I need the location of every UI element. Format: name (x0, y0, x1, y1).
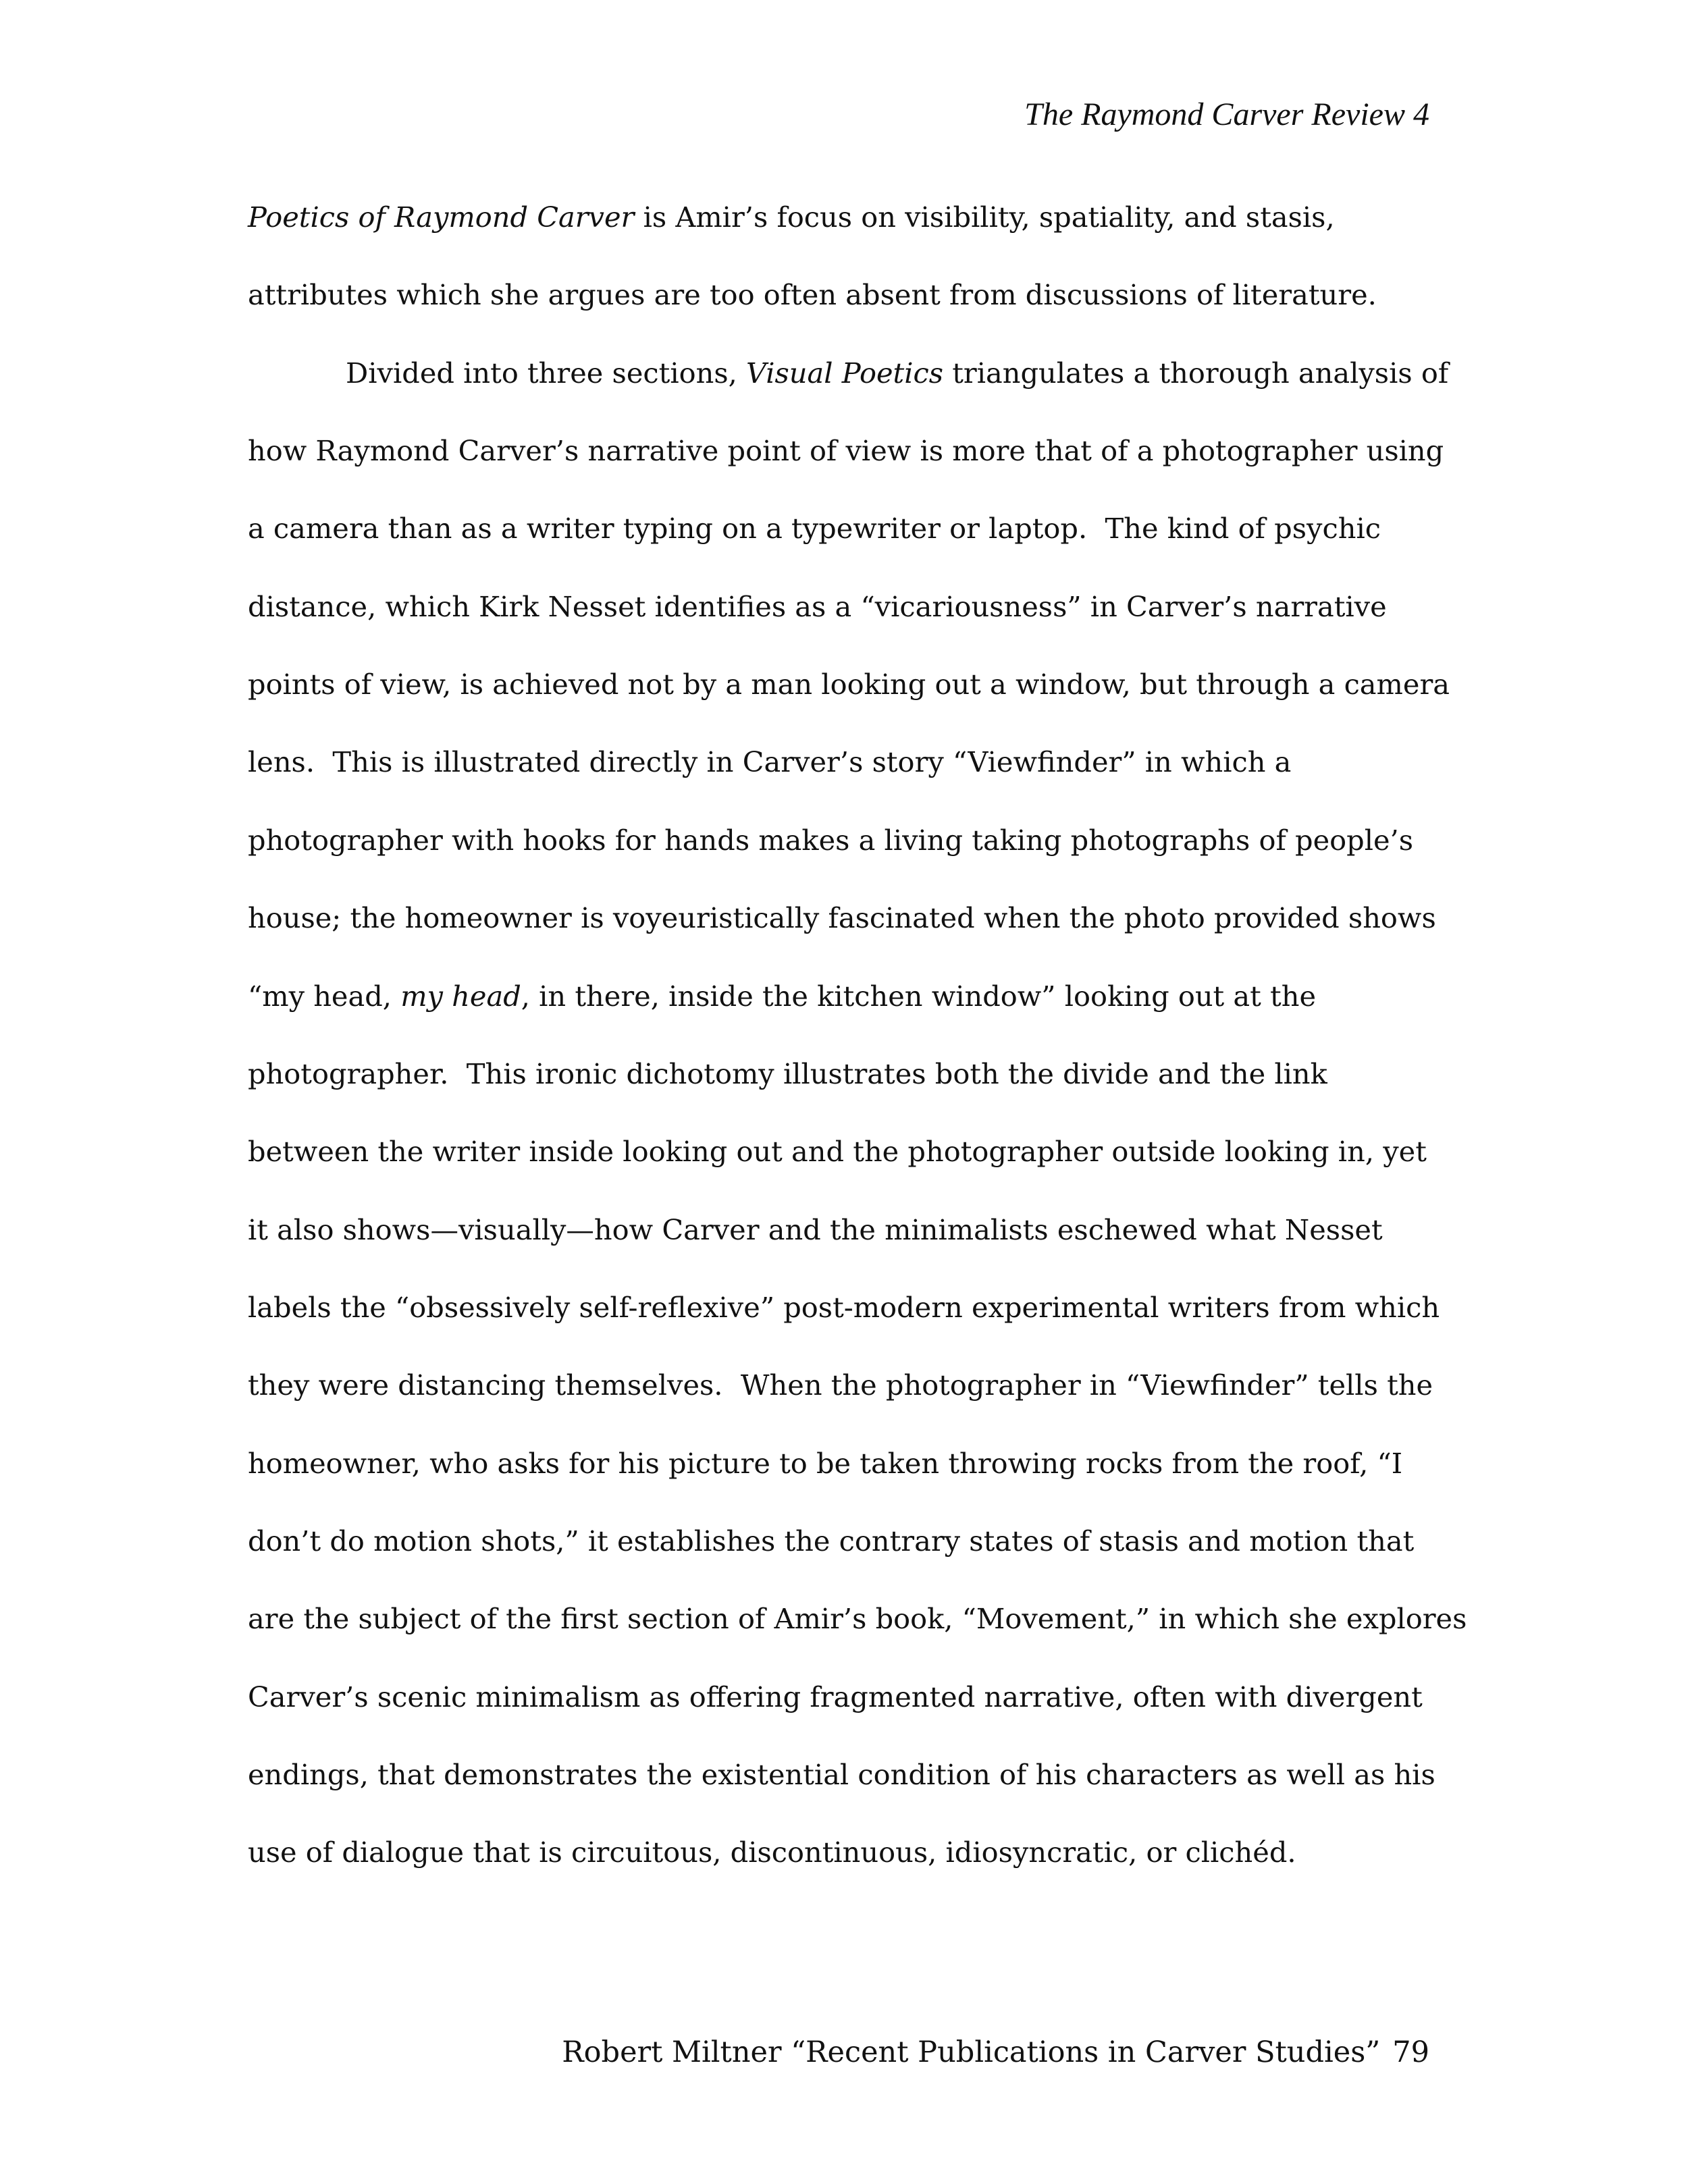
text-segment: distance, which Kirk Nesset identifies as a “vicariousness” in Carver’s narrative (248, 590, 1387, 623)
text-segment: endings, that demonstrates the existential condition of his characters as well as his (248, 1758, 1435, 1791)
text-segment: a camera than as a writer typing on a typewriter or laptop. The kind of psychic (248, 512, 1381, 545)
text-segment: homeowner, who asks for his picture to be taken throwing rocks from the roof, “I (248, 1447, 1403, 1480)
text-line (248, 1599, 1467, 1639)
text-line (248, 508, 1381, 549)
text-segment: “my head, (248, 980, 401, 1013)
text-line (248, 1677, 1423, 1717)
text-segment: photographer with hooks for hands makes a living taking photographs of people’s (248, 824, 1414, 857)
text-line (248, 1131, 1427, 1172)
text-line (248, 1054, 1327, 1094)
text-line (248, 1521, 1414, 1562)
text-line (248, 1443, 1402, 1484)
italic-text: Visual Poetics (746, 356, 944, 390)
footer-citation: Robert Miltner “Recent Publications in Carver Studies” (562, 2035, 1381, 2069)
text-line (248, 587, 1387, 627)
text-line (248, 275, 1377, 315)
italic-text: Poetics of Raymond Carver (248, 201, 635, 234)
text-segment: don’t do motion shots,” it establishes the contrary states of stasis and motion that (248, 1524, 1415, 1557)
text-line (248, 820, 1413, 861)
text-line (248, 898, 1436, 938)
text-line (248, 197, 1335, 238)
text-segment: they were distancing themselves. When the photographer in “Viewfinder” tells the (248, 1368, 1433, 1402)
text-line (248, 1832, 1296, 1873)
text-line (248, 664, 1450, 705)
text-segment: how Raymond Carver’s narrative point of view is more that of a photographer using (248, 434, 1444, 467)
text-segment: points of view, is achieved not by a man looking out a window, but through a camera (248, 668, 1450, 701)
text-segment: Carver’s scenic minimalism as offering fragmented narrative, often with divergent (248, 1680, 1423, 1713)
text-line (346, 353, 1448, 394)
text-segment: , in there, inside the kitchen window” looking out at the (521, 980, 1316, 1013)
page-footer (562, 2032, 1429, 2073)
text-segment: lens. This is illustrated directly in Carver’s story “Viewfinder” in which a (248, 745, 1292, 778)
text-line (248, 1287, 1440, 1328)
text-segment: is Amir’s focus on visibility, spatiality, and stasis, (634, 201, 1335, 234)
text-segment: it also shows—visually—how Carver and the minimalists eschewed what Nesset (248, 1213, 1383, 1246)
text-segment: triangulates a thorough analysis of (943, 356, 1449, 390)
text-segment: labels the “obsessively self-reflexive” post-modern experimental writers from which (248, 1291, 1440, 1324)
text-line (248, 1365, 1433, 1406)
italic-text: my head (400, 980, 521, 1013)
text-line (248, 1755, 1435, 1795)
text-line (248, 742, 1291, 782)
text-segment: attributes which she argues are too often absent from discussions of literature. (248, 278, 1377, 311)
text-segment: photographer. This ironic dichotomy illustrates both the divide and the link (248, 1057, 1327, 1090)
text-segment: between the writer inside looking out and the photographer outside looking in, yet (248, 1135, 1427, 1168)
page-number: 79 (1392, 2035, 1429, 2069)
running-head: The Raymond Carver Review 4 (1024, 97, 1429, 132)
text-line (248, 976, 1316, 1017)
text-line (248, 1210, 1383, 1250)
text-segment: Divided into three sections, (346, 356, 746, 390)
text-line (248, 431, 1444, 471)
text-segment: house; the homeowner is voyeuristically fascinated when the photo provided shows (248, 901, 1436, 934)
text-segment: use of dialogue that is circuitous, discontinuous, idiosyncratic, or clichéd. (248, 1836, 1296, 1869)
text-segment: are the subject of the first section of Amir’s book, “Movement,” in which she explores (248, 1602, 1467, 1635)
